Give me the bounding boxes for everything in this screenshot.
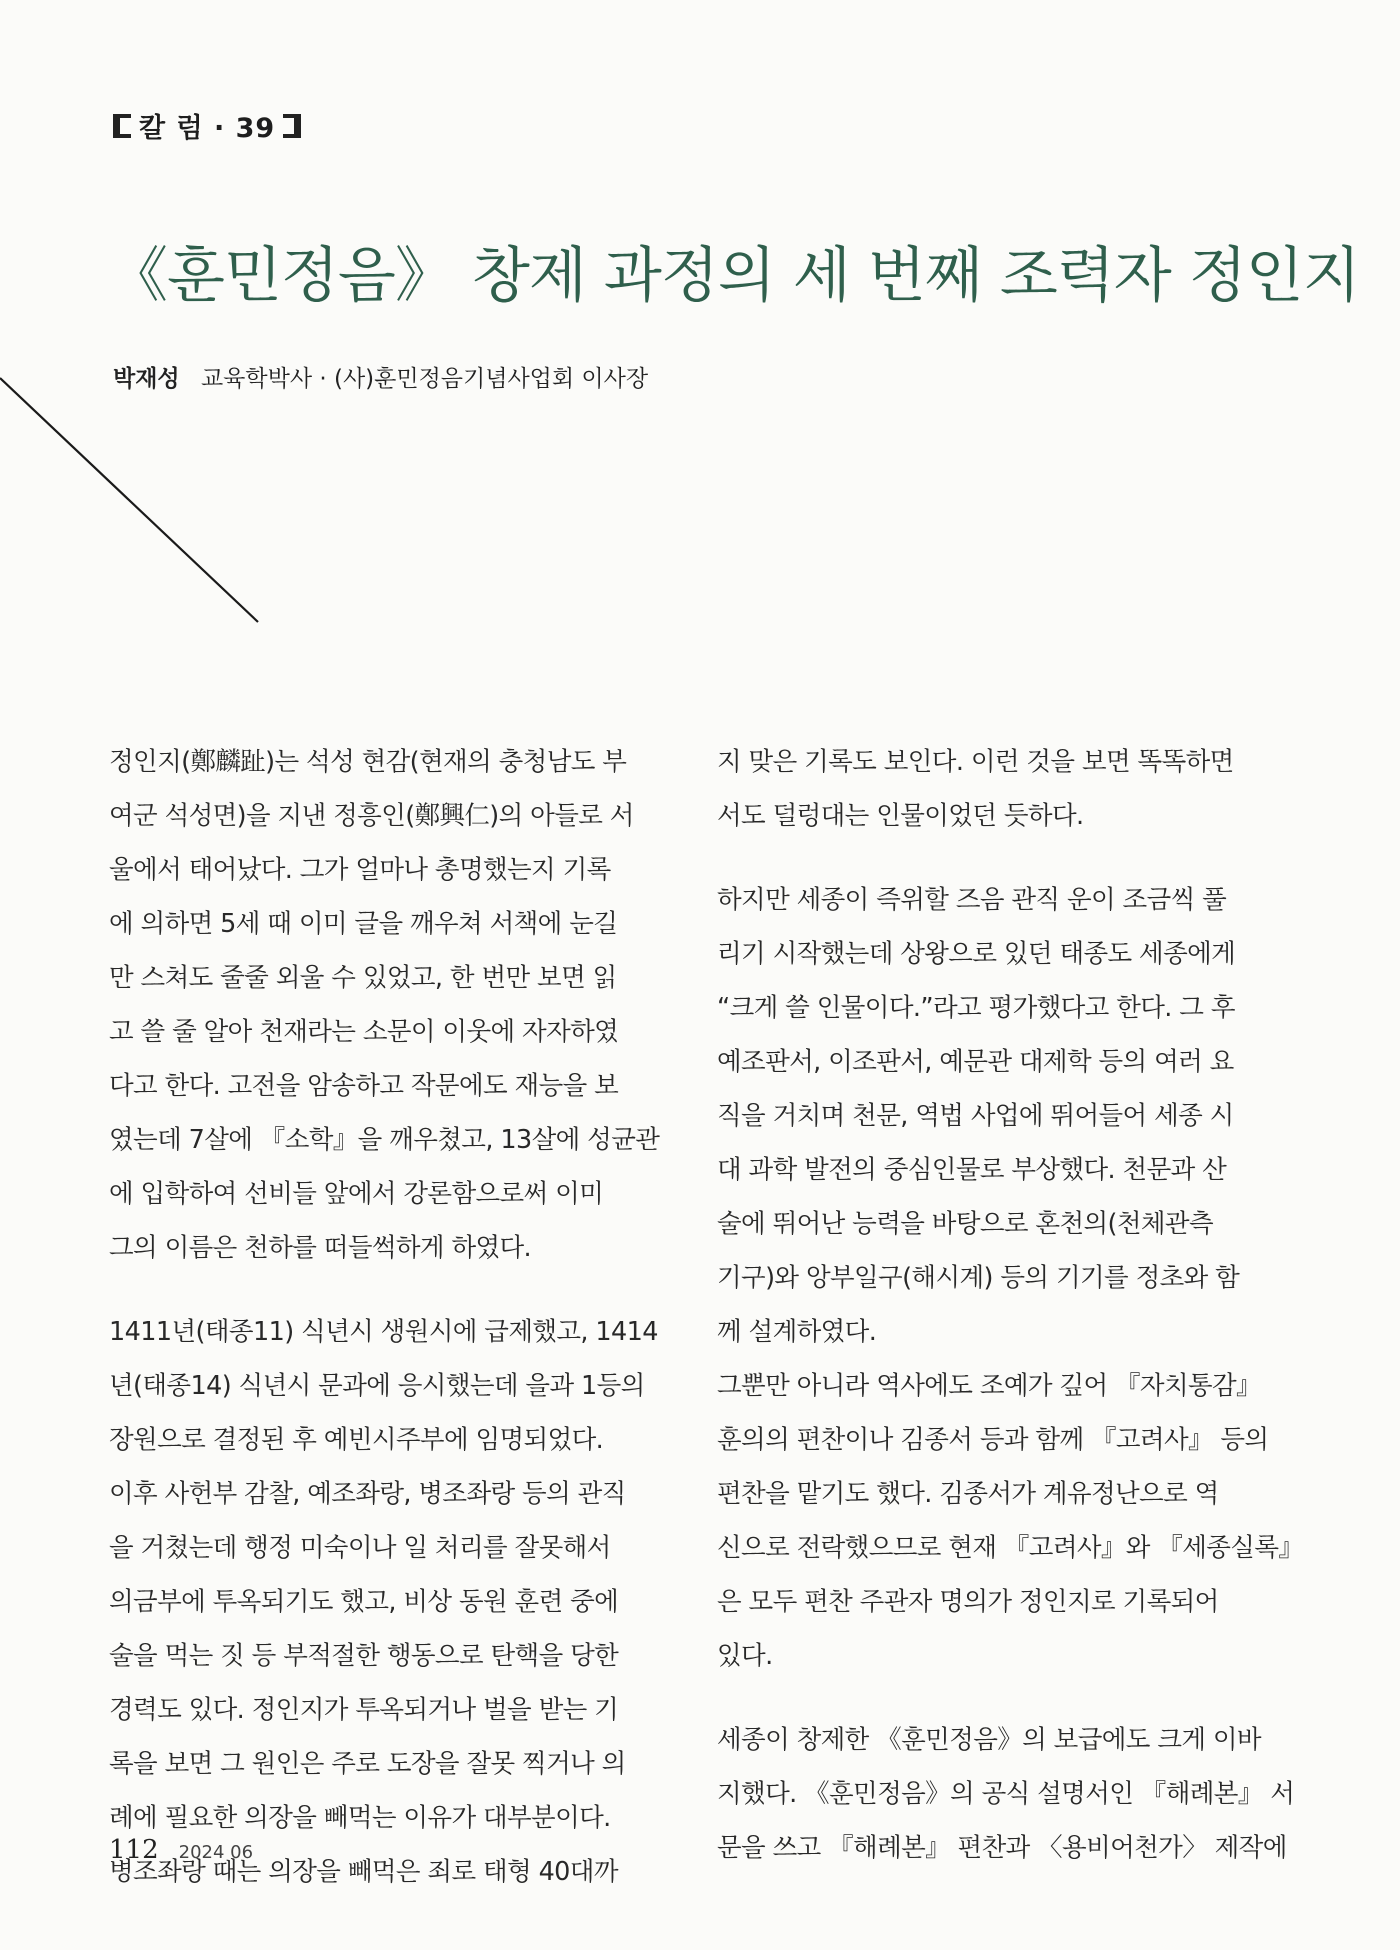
article-title: 《훈민정음》 창제 과정의 세 번째 조력자 정인지 — [108, 241, 1360, 311]
body-line: 술을 먹는 짓 등 부적절한 행동으로 탄핵을 당한 — [109, 1641, 619, 1671]
body-line: 만 스쳐도 줄줄 외울 수 있었고, 한 번만 보면 읽 — [109, 963, 617, 993]
body-line: 그의 이름은 천하를 떠들썩하게 하였다. — [109, 1233, 532, 1263]
body-line: 신으로 전락했으므로 현재 『고려사』와 『세종실록』 — [717, 1533, 1304, 1563]
author-line — [113, 360, 648, 393]
body-line: 지 맞은 기록도 보인다. 이런 것을 보면 똑똑하면 — [717, 747, 1234, 777]
body-line: 훈의의 편찬이나 김종서 등과 함께 『고려사』 등의 — [717, 1425, 1269, 1455]
body-line: 하지만 세종이 즉위할 즈음 관직 운이 조금씩 풀 — [717, 885, 1227, 915]
column-tag — [113, 106, 301, 145]
body-line: 문을 쓰고 『해례본』 편찬과 〈용비어천가〉 제작에 — [717, 1833, 1287, 1863]
author-affiliation: 교육학박사 · (사)훈민정음기념사업회 이사장 — [200, 366, 649, 392]
body-line: 은 모두 편찬 주관자 명의가 정인지로 기록되어 — [717, 1587, 1219, 1617]
body-line: 울에서 태어났다. 그가 얼마나 총명했는지 기록 — [109, 855, 611, 885]
body-line: 대 과학 발전의 중심인물로 부상했다. 천문과 산 — [717, 1155, 1227, 1185]
body-line: 그뿐만 아니라 역사에도 조예가 깊어 『자치통감』 — [717, 1371, 1261, 1401]
body-line: 년(태종14) 식년시 문과에 응시했는데 을과 1등의 — [109, 1371, 645, 1401]
issue-date: 2024 06 — [178, 1842, 254, 1863]
body-line: 경력도 있다. 정인지가 투옥되거나 벌을 받는 기 — [109, 1695, 619, 1725]
body-line: 께 설계하였다. — [717, 1317, 877, 1347]
body-line: 기구)와 앙부일구(해시계) 등의 기기를 정초와 함 — [717, 1263, 1240, 1293]
bracket-right-icon — [283, 114, 301, 138]
column-tag-label: 칼 럼 · 39 — [139, 113, 276, 144]
body-line: 에 의하면 5세 때 이미 글을 깨우쳐 서책에 눈길 — [109, 909, 618, 939]
body-line: 지했다. 《훈민정음》의 공식 설명서인 『해례본』 서 — [717, 1779, 1295, 1809]
body-line: 직을 거치며 천문, 역법 사업에 뛰어들어 세종 시 — [717, 1101, 1234, 1131]
bracket-left-icon — [113, 114, 131, 138]
body-line: 1411년(태종11) 식년시 생원시에 급제했고, 1414 — [109, 1317, 658, 1347]
body-column-left — [109, 735, 664, 1899]
body-line: “크게 쓸 인물이다.”라고 평가했다고 한다. 그 후 — [717, 993, 1235, 1023]
body-line: 장원으로 결정된 후 예빈시주부에 임명되었다. — [109, 1425, 604, 1455]
body-line: 의금부에 투옥되기도 했고, 비상 동원 훈련 중에 — [109, 1587, 619, 1617]
body-line: 리기 시작했는데 상왕으로 있던 태종도 세종에게 — [717, 939, 1236, 969]
page-number: 112 — [109, 1835, 159, 1865]
body-line: 이후 사헌부 감찰, 예조좌랑, 병조좌랑 등의 관직 — [109, 1479, 626, 1509]
body-line: 록을 보면 그 원인은 주로 도장을 잘못 찍거나 의 — [109, 1749, 626, 1779]
body-line: 편찬을 맡기도 했다. 김종서가 계유정난으로 역 — [717, 1479, 1219, 1509]
body-line: 례에 필요한 의장을 빼먹는 이유가 대부분이다. — [109, 1803, 611, 1833]
body-line: 정인지(鄭麟趾)는 석성 현감(현재의 충청남도 부 — [109, 747, 627, 777]
body-line: 다고 한다. 고전을 암송하고 작문에도 재능을 보 — [109, 1071, 619, 1101]
body-line: 병조좌랑 때는 의장을 빼먹은 죄로 태형 40대까 — [109, 1857, 618, 1887]
body-line: 세종이 창제한 《훈민정음》의 보급에도 크게 이바 — [717, 1725, 1261, 1755]
body-line: 였는데 7살에 『소학』을 깨우쳤고, 13살에 성균관 — [109, 1125, 660, 1155]
body-line: 고 쓸 줄 알아 천재라는 소문이 이웃에 자자하였 — [109, 1017, 619, 1047]
body-line: 서도 덜렁대는 인물이었던 듯하다. — [717, 801, 1084, 831]
body-line: 에 입학하여 선비들 앞에서 강론함으로써 이미 — [109, 1179, 604, 1209]
author-name: 박재성 — [113, 366, 180, 392]
body-line: 있다. — [717, 1641, 773, 1671]
body-column-right — [717, 735, 1304, 1875]
body-line: 을 거쳤는데 행정 미숙이나 일 처리를 잘못해서 — [109, 1533, 611, 1563]
body-line: 술에 뛰어난 능력을 바탕으로 혼천의(천체관측 — [717, 1209, 1213, 1239]
page-footer — [109, 1835, 253, 1865]
body-line: 여군 석성면)을 지낸 정흥인(鄭興仁)의 아들로 서 — [109, 801, 634, 831]
body-line: 예조판서, 이조판서, 예문관 대제학 등의 여러 요 — [717, 1047, 1234, 1077]
